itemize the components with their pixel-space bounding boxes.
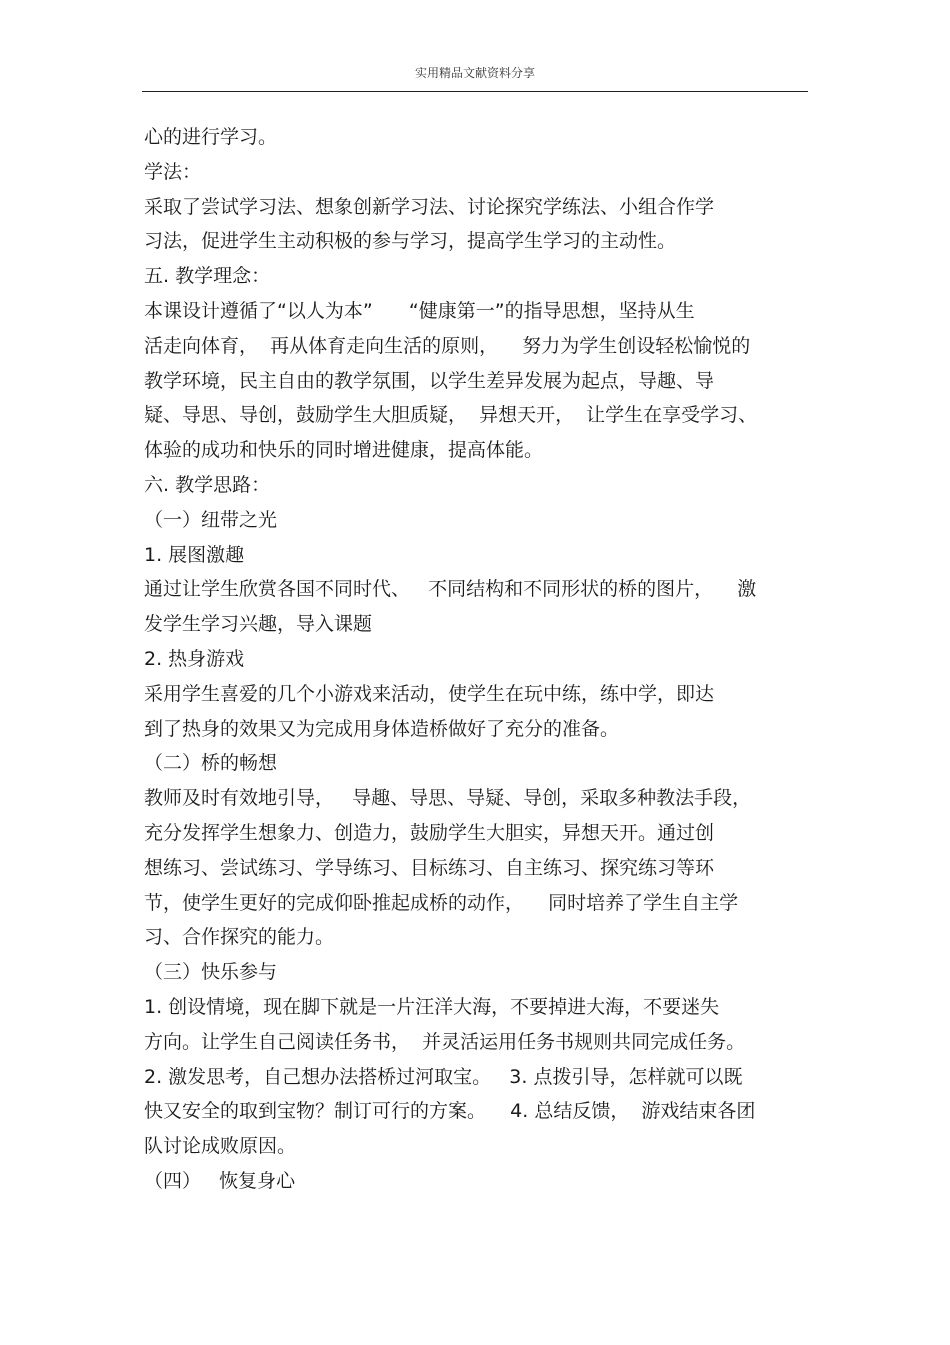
- section-heading: 学法：: [144, 160, 202, 183]
- text-line: 到了热身的效果又为完成用身体造桥做好了充分的准备。: [144, 717, 620, 740]
- header-divider: [142, 91, 808, 92]
- subsection-heading: （一）纽带之光: [144, 508, 278, 531]
- section-heading: 五. 教学理念：: [144, 265, 271, 288]
- text-line: 队讨论成败原因。: [144, 1135, 297, 1158]
- text-line: 习、合作探究的能力。: [144, 926, 335, 949]
- subsection-heading: （四） 恢复身心: [144, 1169, 296, 1192]
- page-header: 实用精品文献资料分享: [414, 66, 535, 80]
- text-line: 本课设计遵循了“以人为本” “健康第一”的指导思想，坚持从生: [144, 299, 695, 322]
- text-line: 教学环境，民主自由的教学氛围，以学生差异发展为起点，导趣、导: [144, 369, 715, 392]
- text-line: 疑、导思、导创，鼓励学生大胆质疑， 异想天开， 让学生在享受学习、: [144, 404, 758, 427]
- text-line: 体验的成功和快乐的同时增进健康，提高体能。: [144, 439, 544, 462]
- item-heading: 2. 热身游戏: [144, 647, 245, 670]
- text-line: 发学生学习兴趣，导入课题: [144, 613, 373, 636]
- document-body: [144, 120, 814, 1199]
- text-line: 通过让学生欣赏各国不同时代、 不同结构和不同形状的桥的图片， 激: [144, 578, 757, 601]
- text-line: 1. 创设情境，现在脚下就是一片汪洋大海，不要掉进大海，不要迷失: [144, 995, 720, 1018]
- text-line: 想练习、尝试练习、学导练习、目标练习、自主练习、探究练习等环: [144, 856, 715, 879]
- subsection-heading: （二）桥的畅想: [144, 752, 278, 775]
- section-heading: 六. 教学思路：: [144, 473, 271, 496]
- text-line: 方向。让学生自己阅读任务书， 并灵活运用任务书规则共同完成任务。: [144, 1030, 746, 1053]
- item-heading: 1. 展图激趣: [144, 543, 245, 566]
- text-line: 活走向体育， 再从体育走向生活的原则， 努力为学生创设轻松愉悦的: [144, 334, 751, 357]
- text-line: 充分发挥学生想象力、创造力，鼓励学生大胆实，异想天开。通过创: [144, 821, 715, 844]
- text-line: 节，使学生更好的完成仰卧推起成桥的动作， 同时培养了学生自主学: [144, 891, 739, 914]
- text-line: 快又安全的取到宝物？制订可行的方案。 4. 总结反馈， 游戏结束各团: [144, 1100, 756, 1123]
- text-line: 2. 激发思考，自己想办法搭桥过河取宝。 3. 点拨引导，怎样就可以既: [144, 1065, 743, 1088]
- text-line: 采取了尝试学习法、想象创新学习法、讨论探究学练法、小组合作学: [144, 195, 715, 218]
- text-line: 教师及时有效地引导， 导趣、导思、导疑、导创，采取多种教法手段，: [144, 787, 752, 810]
- text-line: 心的进行学习。: [144, 126, 278, 148]
- text-line: 采用学生喜爱的几个小游戏来活动，使学生在玩中练，练中学，即达: [144, 682, 715, 705]
- text-line: 习法，促进学生主动积极的参与学习，提高学生学习的主动性。: [144, 230, 677, 253]
- subsection-heading: （三）快乐参与: [144, 961, 278, 984]
